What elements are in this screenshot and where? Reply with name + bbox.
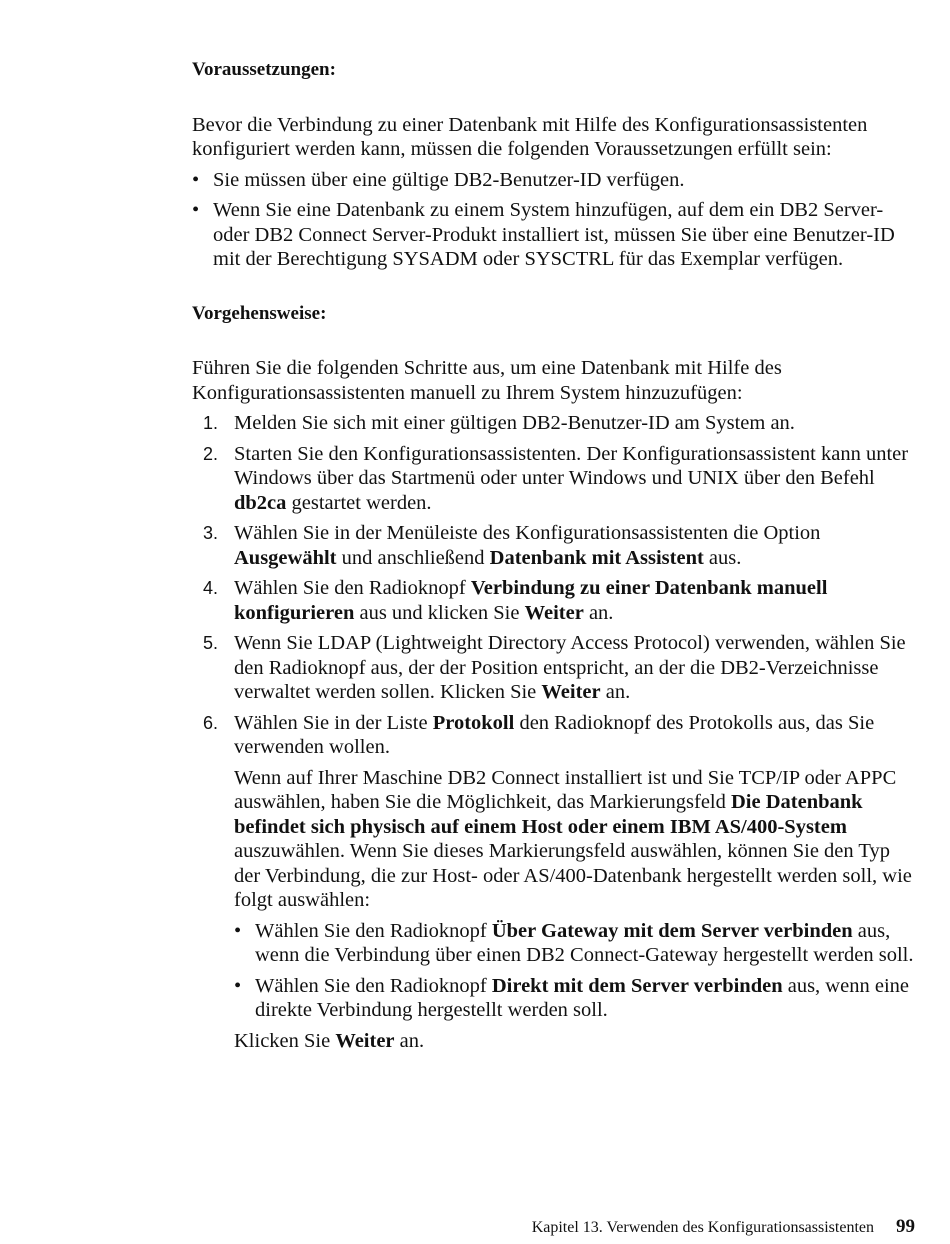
step-text: aus und klicken Sie — [354, 601, 525, 624]
step-text: Wählen Sie den Radioknopf — [255, 919, 492, 942]
step-item — [203, 411, 920, 436]
step-number: 6. — [203, 712, 219, 733]
step-number: 5. — [203, 633, 219, 653]
step-number: 4. — [203, 578, 219, 598]
step-text: aus, wenn die Verbindung über einen DB2 Connect-Gateway hergestellt werden soll. — [255, 919, 914, 966]
step-text: auszuwählen. Wenn Sie dieses Markierungsfeld auswählen, können Sie den Typ der Verbindung, die zur Host- oder AS/400-Datenbank hergestellt werden soll, wie folgt auswählen: — [234, 840, 912, 911]
step-text: aus, wenn eine direkte Verbindung hergestellt werden soll. — [255, 974, 909, 1021]
step-text: Wenn Sie LDAP (Lightweight Directory Access Protocol) verwenden, wählen Sie den Radioknopf aus, der der Position entspricht, an der die DB2-Verzeichnisse verwaltet werden sollen. Klicken Sie — [234, 632, 906, 703]
prerequisites-list — [192, 168, 920, 272]
procedure-steps — [192, 411, 920, 1053]
prerequisites-intro: Bevor die Verbindung zu einer Datenbank mit Hilfe des Konfigurationsassistenten konfiguriert werden kann, müssen die folgenden Voraussetzungen erfüllt sein: — [192, 113, 868, 160]
step-paragraph — [234, 766, 920, 913]
page-footer — [0, 1216, 915, 1238]
step-text: Wählen Sie den Radioknopf — [255, 974, 492, 997]
step-text: Wählen Sie in der Liste — [234, 711, 433, 734]
ui-term: Die Datenbank befindet sich physisch auf einem Host oder einem IBM AS/400-System — [234, 791, 863, 838]
ui-term: Verbindung zu einer Datenbank manuell konfigurieren — [234, 577, 828, 624]
step-number: 2. — [203, 443, 219, 464]
step-text: Wählen Sie in der Menüleiste des Konfigurationsassistenten die Option — [234, 522, 821, 544]
ui-term: Protokoll — [432, 711, 515, 734]
page-number: 99 — [896, 1216, 915, 1237]
ui-term: Datenbank mit Assistent — [489, 546, 704, 569]
step-text: Melden Sie sich mit einer gültigen DB2-Benutzer-ID am System an. — [234, 412, 795, 434]
prerequisites-heading: Voraussetzungen: — [192, 59, 336, 80]
ui-term: Weiter — [524, 601, 584, 624]
step-text: an. — [583, 601, 614, 624]
chapter-title: Kapitel 13. Verwenden des Konfigurationsassistenten — [531, 1219, 874, 1236]
step-text: gestartet werden. — [286, 491, 432, 514]
ui-term: Weiter — [335, 1029, 395, 1052]
step-paragraph — [234, 1029, 920, 1054]
step-item — [203, 521, 920, 570]
document-page — [192, 58, 920, 1059]
step-text: an. — [394, 1029, 425, 1052]
step-item — [203, 576, 920, 625]
ui-term: Direkt mit dem Server verbinden — [491, 974, 783, 997]
step-text: Wenn auf Ihrer Maschine DB2 Connect installiert ist und Sie TCP/IP oder APPC auswählen, haben Sie die Möglichkeit, das Markierungsfeld — [234, 766, 897, 813]
connection-option-item — [234, 974, 920, 1023]
ui-term: Über Gateway mit dem Server verbinden — [491, 919, 853, 942]
prerequisite-item: • Sie müssen über eine gültige DB2-Benutzer-ID verfügen. — [192, 168, 920, 193]
connection-option-item — [234, 919, 920, 968]
step-text: Starten Sie den Konfigurationsassistenten. Der Konfigurationsassistent kann unter Windows über das Startmenü oder unter Windows und UNIX über den Befehl — [234, 442, 909, 489]
step-text: Wählen Sie den Radioknopf — [234, 577, 471, 599]
step-text: den Radioknopf des Protokolls aus, das Sie verwenden wollen. — [234, 711, 875, 758]
step-text: und anschließend — [336, 546, 490, 569]
step-text: Klicken Sie — [234, 1029, 336, 1052]
prerequisite-item: • Wenn Sie eine Datenbank zu einem System hinzufügen, auf dem ein DB2 Server- oder DB2 Connect Server-Produkt installiert ist, müssen Sie über eine Benutzer-ID mit der Berechtigung SYSADM oder SYSCTRL für das Exemplar verfügen. — [192, 198, 920, 272]
command-name: db2ca — [234, 491, 287, 514]
step-item — [203, 711, 920, 1054]
step-item — [203, 442, 920, 516]
step-item — [203, 631, 920, 705]
ui-term: Weiter — [541, 681, 601, 703]
step-number: 3. — [203, 523, 219, 543]
procedure-intro: Führen Sie die folgenden Schritte aus, um eine Datenbank mit Hilfe des Konfigurationsassistenten manuell zu Ihrem System hinzuzufügen: — [192, 357, 782, 404]
step-text: an. — [600, 681, 631, 703]
procedure-heading: Vorgehensweise: — [192, 302, 327, 324]
step-text: aus. — [703, 546, 742, 569]
step-number: 1. — [203, 413, 219, 433]
connection-options-list — [234, 919, 920, 1023]
ui-term: Ausgewählt — [234, 546, 337, 569]
